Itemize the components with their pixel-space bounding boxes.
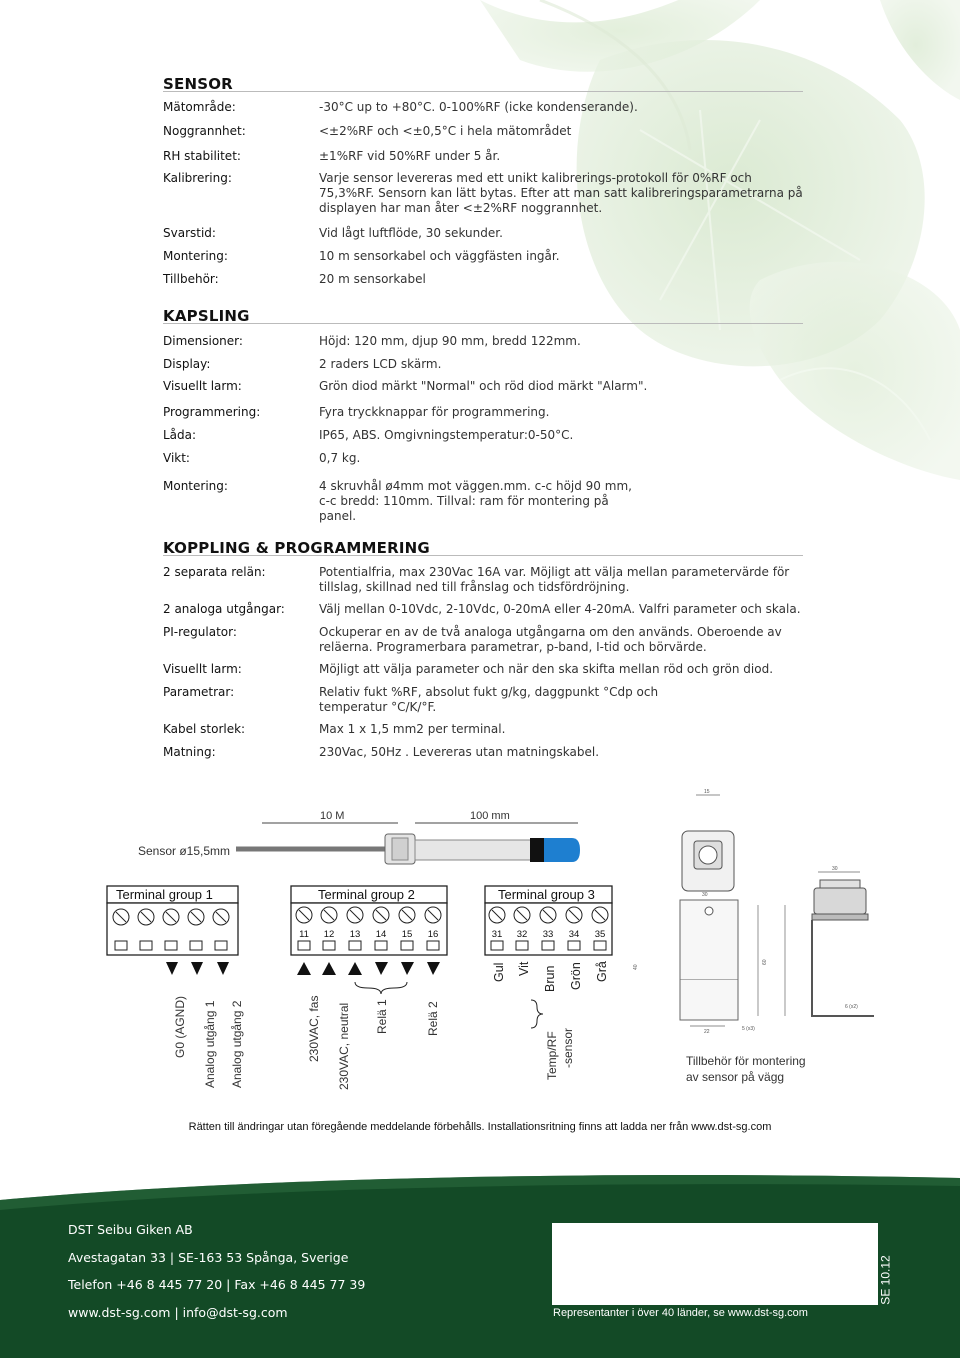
section-rule	[163, 323, 803, 324]
bracket-dimension: 40	[633, 964, 639, 970]
spec-value: ±1%RF vid 50%RF under 5 år.	[319, 149, 501, 163]
wire-color-label: Brun	[543, 965, 557, 992]
spec-label: Montering:	[163, 249, 228, 263]
bracket-dimension: 5 (x3)	[742, 1026, 755, 1032]
sensor-probe	[138, 810, 580, 864]
section-rule	[163, 91, 803, 92]
spec-label: Mätområde:	[163, 100, 236, 114]
disclaimer-note: Rätten till ändringar utan föregående meddelande förbehålls. Installationsritning finns att ladda ner från www.dst-sg.com	[188, 1121, 772, 1133]
cable-length-label: 10 M	[320, 810, 345, 822]
terminal-group-title: Terminal group 2	[318, 887, 415, 902]
spec-value: 2 raders LCD skärm.	[319, 357, 442, 371]
terminal-label: Analog utgång 2	[230, 1000, 244, 1088]
terminal-label: Relä 1	[375, 999, 389, 1034]
document-code	[873, 1255, 901, 1305]
section-title-kapsling: KAPSLING	[163, 307, 250, 325]
spec-label: 2 analoga utgångar:	[163, 602, 285, 616]
bracket-dimension: 30	[702, 892, 708, 898]
bracket-dimension: 15	[704, 789, 710, 795]
spec-label: PI-regulator:	[163, 625, 237, 639]
terminal-group-2	[291, 886, 447, 1090]
terminal-group-1	[107, 886, 244, 1088]
wire-color-label: Grön	[569, 962, 583, 990]
arrows-g1	[166, 962, 229, 975]
spec-label: Kalibrering:	[163, 171, 232, 185]
spec-value: Höjd: 120 mm, djup 90 mm, bredd 122mm.	[319, 334, 581, 348]
spec-value: Relativ fukt %RF, absolut fukt g/kg, daggpunkt °Cdp och temperatur °C/K/°F.	[319, 685, 659, 714]
terminal-number: 31	[491, 929, 503, 940]
footer-web[interactable]: www.dst-sg.com | info@dst-sg.com	[68, 1305, 288, 1320]
terminal-label: 230VAC, neutral	[337, 1002, 351, 1090]
spec-label: Visuellt larm:	[163, 662, 242, 676]
spec-label: Tillbehör:	[163, 272, 219, 286]
spec-label: Parametrar:	[163, 685, 235, 699]
spec-label: Svarstid:	[163, 226, 216, 240]
sensor-wire-label: -sensor	[561, 1027, 575, 1068]
section-title-sensor: SENSOR	[163, 75, 233, 93]
terminal-group-title: Terminal group 1	[116, 887, 213, 902]
spec-label: Låda:	[163, 428, 197, 442]
bracket-dimension: 6 (x2)	[845, 1004, 858, 1010]
terminal-number: 15	[401, 929, 413, 940]
spec-value: 4 skruvhål ø4mm mot väggen.mm. c-c höjd 90 mm, c-c bredd: 110mm. Tillval: ram för montering på panel.	[319, 479, 632, 523]
terminal-number: 12	[323, 929, 335, 940]
footer-phone: Telefon +46 8 445 77 20 | Fax +46 8 445 77 39	[68, 1277, 366, 1292]
terminal-number: 16	[427, 929, 439, 940]
wiring-diagram	[0, 780, 960, 1110]
terminal-label: G0 (AGND)	[173, 995, 187, 1058]
spec-value: IP65, ABS. Omgivningstemperatur:0-50°C.	[319, 428, 574, 442]
bracket-dimension: 60	[762, 959, 768, 965]
bracket-dimension: 22	[704, 1029, 710, 1035]
terminal-number: 13	[349, 929, 361, 940]
probe-length-label: 100 mm	[470, 810, 510, 822]
section-rule	[163, 555, 803, 556]
spec-value: Välj mellan 0-10Vdc, 2-10Vdc, 0-20mA eller 4-20mA. Valfri parameter och skala.	[319, 602, 801, 616]
wire-color-label: Grå	[595, 961, 609, 982]
spec-label: Dimensioner:	[163, 334, 243, 348]
bracket-dimension: 30	[832, 866, 838, 872]
spec-label: Noggrannhet:	[163, 124, 246, 138]
spec-value: 0,7 kg.	[319, 451, 361, 465]
spec-label: Visuellt larm:	[163, 379, 242, 393]
terminal-label: 230VAC, fas	[307, 995, 321, 1062]
terminal-number: 14	[375, 929, 387, 940]
sensor-wire-label: Temp/RF	[545, 1031, 559, 1080]
spec-value: -30°C up to +80°C. 0-100%RF (icke kondenserande).	[319, 100, 638, 114]
spec-value: Fyra tryckknappar för programmering.	[319, 405, 550, 419]
mount-caption: Tillbehör för montering	[686, 1054, 806, 1068]
spec-value: Vid lågt luftflöde, 30 sekunder.	[319, 226, 503, 240]
section-title-koppling: KOPPLING & PROGRAMMERING	[163, 539, 430, 557]
spec-label: RH stabilitet:	[163, 149, 241, 163]
footer-representatives: Representanter i över 40 länder, se www.dst-sg.com	[553, 1307, 808, 1319]
document-code-text: SE 10.12	[878, 1255, 893, 1305]
mounting-bracket	[633, 789, 874, 1084]
spec-label: 2 separata relän:	[163, 565, 266, 579]
terminal-number: 32	[516, 929, 528, 940]
representative-box	[552, 1223, 878, 1305]
spec-value: Grön diod märkt "Normal" och röd diod märkt "Alarm".	[319, 379, 648, 393]
terminal-number: 11	[299, 929, 309, 940]
footer-company: DST Seibu Giken AB	[68, 1222, 193, 1237]
wire-color-label: Gul	[492, 962, 506, 982]
spec-value: Varje sensor levereras med ett unikt kalibrerings-protokoll för 0%RF och 75,3%RF. Sensorn kan lätt bytas. Efter att man satt kalibreringsparametrarna på displayen har man åter <±2%RF noggrannhet.	[319, 171, 803, 215]
spec-label: Kabel storlek:	[163, 722, 246, 736]
wire-color-label: Vit	[517, 961, 531, 976]
terminal-number: 34	[568, 929, 580, 940]
spec-label: Vikt:	[163, 451, 190, 465]
spec-label: Matning:	[163, 745, 216, 759]
mount-caption: av sensor på vägg	[686, 1070, 785, 1084]
spec-label: Montering:	[163, 479, 228, 493]
terminal-group-3	[485, 886, 612, 1080]
sensor-diameter-label: Sensor ø15,5mm	[138, 844, 231, 858]
terminal-number: 35	[594, 929, 606, 940]
terminal-number: 33	[542, 929, 554, 940]
spec-value: Möjligt att välja parameter och när den ska skifta mellan röd och grön diod.	[319, 662, 774, 676]
arrows-g2	[297, 962, 440, 975]
spec-value: <±2%RF och <±0,5°C i hela mätområdet	[319, 124, 572, 138]
spec-value: Ockuperar en av de två analoga utgångarna om den används. Oberoende av reläerna. Programerbara parametrar, p-band, I-tid och börvärde.	[319, 625, 782, 654]
spec-label: Display:	[163, 357, 211, 371]
spec-value: Max 1 x 1,5 mm2 per terminal.	[319, 722, 506, 736]
terminal-label: Analog utgång 1	[203, 1000, 217, 1088]
terminal-label: Relä 2	[426, 1001, 440, 1036]
spec-value: 10 m sensorkabel och väggfästen ingår.	[319, 249, 560, 263]
spec-label: Programmering:	[163, 405, 261, 419]
spec-value: Potentialfria, max 230Vac 16A var. Möjligt att välja mellan parametervärde för tillslag, skillnad ned till frånslag och tidsfördröjning.	[319, 565, 790, 594]
spec-value: 230Vac, 50Hz . Levereras utan matningskabel.	[319, 745, 600, 759]
spec-value: 20 m sensorkabel	[319, 272, 426, 286]
footer-address: Avestagatan 33 | SE-163 53 Spånga, Sverige	[68, 1250, 349, 1265]
terminal-group-title: Terminal group 3	[498, 887, 595, 902]
